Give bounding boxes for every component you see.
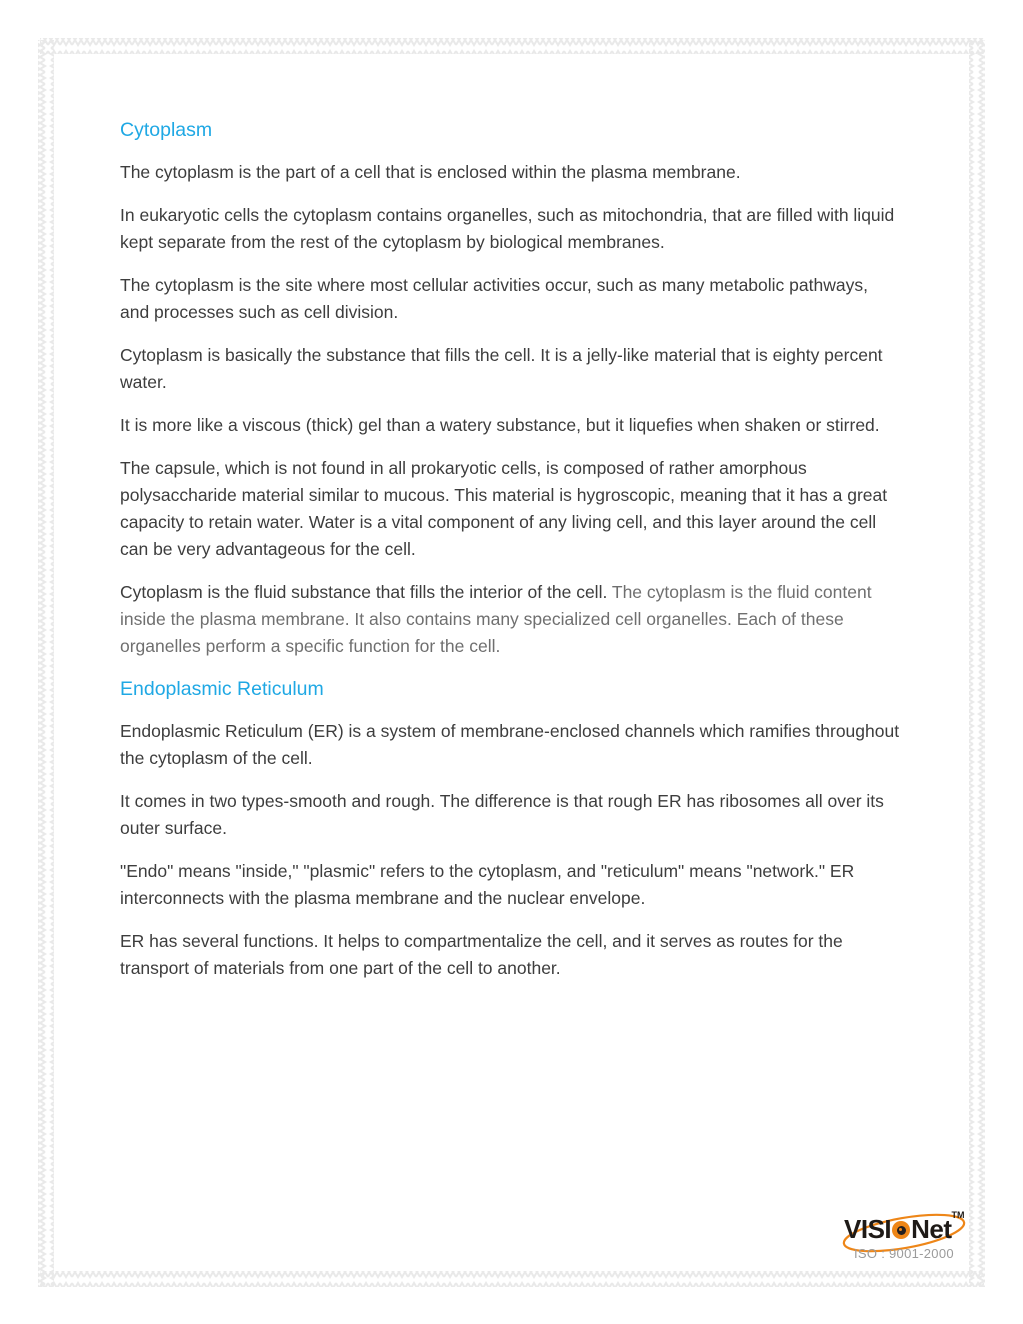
visionet-logo bbox=[840, 1205, 972, 1267]
paragraph-text-muted: The cytoplasm is the fluid content inside the plasma membrane. It also contains many specialized cell organelles. Each of these organelles perform a specific function for the cell. bbox=[120, 582, 872, 656]
paragraph-text: Endoplasmic Reticulum (ER) is a system of membrane-enclosed channels which ramifies throughout the cytoplasm of the cell. bbox=[120, 721, 900, 768]
paragraph-text: It is more like a viscous (thick) gel than a watery substance, but it liquefies when shaken or stirred. bbox=[120, 415, 880, 435]
paragraph-text: The capsule, which is not found in all prokaryotic cells, is composed of rather amorphous polysaccharide material similar to mucous. This material is hygroscopic, meaning that it has a great capacity to retain water. Water is a vital component of any living cell, and this layer around the cell can be very advantageous for the cell. bbox=[120, 458, 888, 559]
paragraph-text: The cytoplasm is the part of a cell that is enclosed within the plasma membrane. bbox=[120, 162, 741, 182]
paragraph-text: In eukaryotic cells the cytoplasm contains organelles, such as mitochondria, that are filled with liquid kept separate from the rest of the cytoplasm by biological membranes. bbox=[120, 205, 895, 252]
paragraph bbox=[120, 412, 900, 439]
paragraph bbox=[120, 272, 900, 326]
paragraph-text: The cytoplasm is the site where most cellular activities occur, such as many metabolic pathways, and processes such as cell division. bbox=[120, 275, 868, 322]
paragraph-text: ER has several functions. It helps to compartmentalize the cell, and it serves as routes for the transport of materials from one part of the cell to another. bbox=[120, 931, 843, 978]
logo-brand-prefix: VISI bbox=[844, 1214, 892, 1244]
document-content bbox=[120, 117, 900, 998]
logo-eye-icon bbox=[892, 1221, 910, 1239]
paragraph bbox=[120, 202, 900, 256]
paragraph bbox=[120, 788, 900, 842]
paragraph bbox=[120, 159, 900, 186]
logo-eye-glint bbox=[899, 1228, 902, 1231]
section-heading-endoplasmic-reticulum: Endoplasmic Reticulum bbox=[120, 678, 324, 700]
logo-eye-pupil bbox=[897, 1226, 906, 1235]
trademark-symbol: TM bbox=[951, 1210, 965, 1220]
iso-certification-text: ISO : 9001-2000 bbox=[854, 1246, 954, 1261]
paragraph-text: It comes in two types-smooth and rough. The difference is that rough ER has ribosomes all over its outer surface. bbox=[120, 791, 884, 838]
paragraph bbox=[120, 928, 900, 982]
paragraph-text: "Endo" means "inside," "plasmic" refers to the cytoplasm, and "reticulum" means "network." ER interconnects with the plasma membrane and the nuclear envelope. bbox=[120, 861, 855, 908]
paragraph-text: Cytoplasm is basically the substance that fills the cell. It is a jelly-like material that is eighty percent water. bbox=[120, 345, 883, 392]
logo-brand-suffix: Net bbox=[911, 1214, 952, 1244]
paragraph bbox=[120, 342, 900, 396]
paragraph bbox=[120, 718, 900, 772]
logo-brand-text bbox=[844, 1210, 965, 1245]
paragraph bbox=[120, 455, 900, 563]
paragraph-text: Cytoplasm is the fluid substance that fills the interior of the cell. bbox=[120, 582, 608, 602]
section-heading-cytoplasm: Cytoplasm bbox=[120, 119, 213, 141]
paragraph bbox=[120, 579, 900, 660]
paragraph bbox=[120, 858, 900, 912]
